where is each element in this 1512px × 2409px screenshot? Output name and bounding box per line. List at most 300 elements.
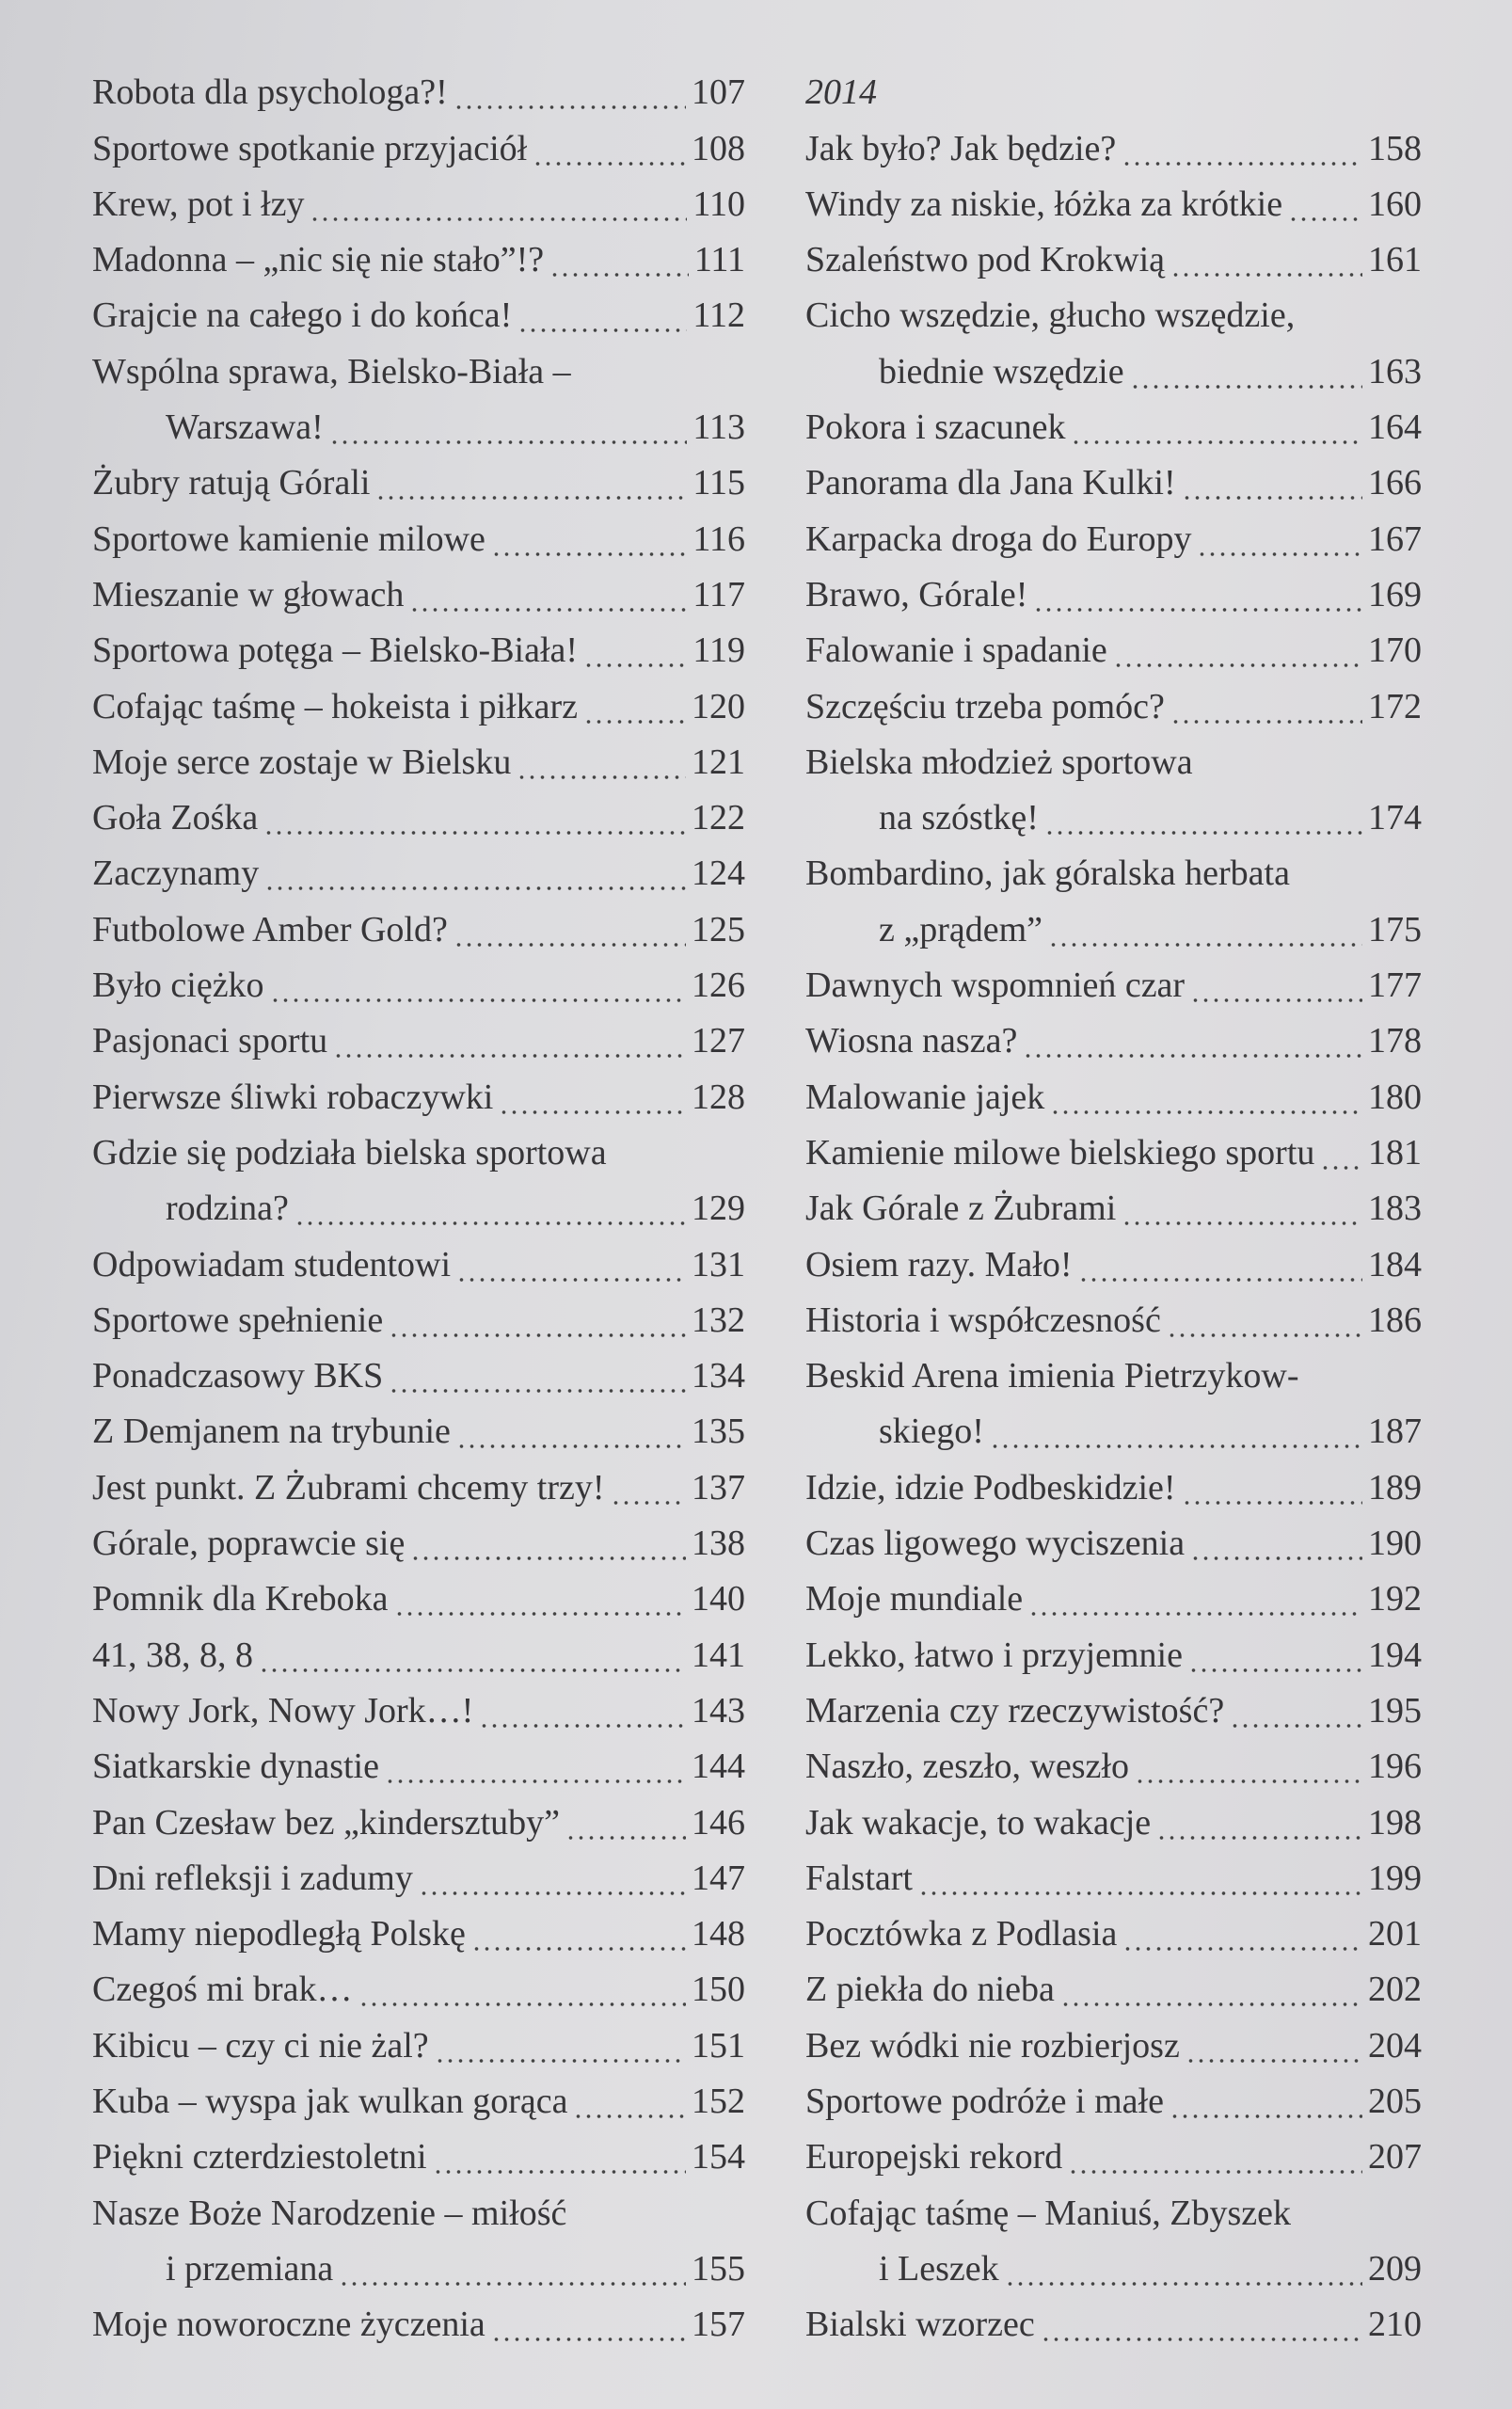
toc-entry-title: Europejski rekord	[805, 2137, 1063, 2178]
toc-entry-title: Pomnik dla Kreboka	[92, 1579, 389, 1619]
toc-entry	[92, 1230, 745, 1285]
toc-left-column	[92, 58, 745, 2346]
toc-entry-page: 198	[1368, 1802, 1422, 1843]
toc-entry-page: 201	[1368, 1914, 1422, 1954]
toc-entry-title: Z piekła do nieba	[805, 1970, 1055, 2010]
toc-entry-title: Malowanie jajek	[805, 1077, 1045, 1117]
toc-entry-page: 111	[693, 240, 745, 280]
toc-entry-page: 178	[1368, 1021, 1422, 1061]
toc-entry-page: 183	[1368, 1189, 1422, 1229]
toc-entry-title: Pasjonaci sportu	[92, 1021, 328, 1061]
toc-entry-page: 135	[692, 1412, 745, 1452]
toc-entry-page: 116	[692, 518, 745, 559]
dot-leader	[1048, 908, 1362, 951]
toc-entry-page: 157	[692, 2305, 745, 2345]
toc-entry	[805, 951, 1422, 1007]
toc-entry	[805, 1007, 1422, 1062]
toc-entry	[92, 1119, 745, 1174]
toc-entry-page: 129	[692, 1189, 745, 1229]
toc-entry	[92, 951, 745, 1007]
dot-leader	[517, 294, 687, 337]
toc-entry	[92, 1732, 745, 1788]
toc-entry-title: Bez wódki nie rozbierjosz	[805, 2025, 1180, 2066]
toc-entry-page: 150	[692, 1970, 745, 2010]
dot-leader	[471, 1912, 686, 1955]
toc-entry-title: Mieszanie w głowach	[92, 574, 405, 614]
toc-entry-title-continued: z „prądem”	[879, 909, 1043, 949]
dot-leader	[517, 741, 686, 784]
toc-entry	[92, 1453, 745, 1508]
toc-entry-page: 167	[1368, 518, 1422, 559]
toc-entry-title: Goła Zośka	[92, 798, 259, 838]
toc-entry-page: 110	[692, 183, 745, 224]
toc-entry	[92, 895, 745, 950]
toc-entry	[92, 1788, 745, 1843]
toc-entry	[805, 728, 1422, 784]
dot-leader	[1170, 2080, 1362, 2123]
toc-entry-title: Piękni czterdziestoletni	[92, 2137, 427, 2178]
toc-entry	[805, 170, 1422, 226]
toc-entry	[805, 281, 1422, 337]
dot-leader	[385, 1745, 686, 1788]
dot-leader	[1182, 1466, 1362, 1509]
toc-entry-title: Beskid Arena imienia Pietrzykow-	[805, 1356, 1299, 1396]
toc-entry-title: Madonna – „nic się nie stało”!?	[92, 240, 545, 280]
toc-entry	[92, 2011, 745, 2066]
toc-entry-title: Sportowe spełnienie	[92, 1300, 384, 1340]
toc-entry	[92, 1342, 745, 1397]
toc-entry-page: 195	[1368, 1690, 1422, 1731]
toc-entry-title: Bombardino, jak góralska herbata	[805, 854, 1290, 894]
dot-leader	[1068, 2135, 1362, 2178]
toc-entry-page: 151	[692, 2025, 745, 2066]
toc-entry	[92, 170, 745, 226]
dot-leader	[1167, 1299, 1362, 1342]
toc-entry	[92, 1062, 745, 1118]
toc-entry-page: 204	[1368, 2025, 1422, 2066]
toc-entry-page: 184	[1368, 1244, 1422, 1284]
dot-leader	[1122, 127, 1362, 170]
toc-entry-page: 124	[692, 854, 745, 894]
toc-entry-page: 205	[1368, 2081, 1422, 2121]
toc-entry-page: 169	[1368, 574, 1422, 614]
toc-entry-page: 125	[692, 909, 745, 949]
toc-entry-page: 126	[692, 965, 745, 1006]
toc-entry-title: Nasze Boże Narodzenie – miłość	[92, 2193, 567, 2233]
toc-entry-page: 143	[692, 1690, 745, 1731]
toc-entry	[805, 1844, 1422, 1900]
toc-entry-title: Brawo, Górale!	[805, 574, 1028, 614]
toc-entry-page: 147	[692, 1858, 745, 1898]
toc-entry-page: 155	[692, 2248, 745, 2289]
toc-entry	[92, 58, 745, 114]
toc-entry-title: Marzenia czy rzeczywistość?	[805, 1690, 1225, 1731]
toc-entry-page: 141	[692, 1635, 745, 1675]
toc-entry	[805, 1062, 1422, 1118]
toc-entry	[805, 226, 1422, 281]
toc-entry-page: 192	[1368, 1579, 1422, 1619]
dot-leader	[263, 796, 686, 839]
toc-entry-title: Pierwsze śliwki robaczywki	[92, 1077, 494, 1117]
toc-entry	[805, 1509, 1422, 1565]
toc-entry-title: Bialski wzorzec	[805, 2305, 1035, 2345]
dot-leader	[611, 1466, 686, 1509]
toc-entry-title-continued: Warszawa!	[166, 407, 324, 448]
dot-leader	[433, 2135, 686, 2178]
toc-entry	[805, 1174, 1422, 1230]
dot-leader	[1188, 1634, 1362, 1677]
toc-entry-page: 121	[692, 742, 745, 782]
toc-entry-page: 164	[1368, 407, 1422, 448]
toc-entry-title: Ponadczasowy BKS	[92, 1356, 384, 1396]
toc-entry-page: 131	[692, 1244, 745, 1284]
toc-entry	[92, 1007, 745, 1062]
dot-leader	[499, 1076, 686, 1119]
toc-entry-continuation	[92, 1174, 745, 1230]
toc-entry	[92, 561, 745, 616]
toc-entry-page: 166	[1368, 463, 1422, 503]
dot-leader	[339, 2247, 686, 2290]
toc-entry-title: Dni refleksji i zadumy	[92, 1858, 413, 1898]
toc-entry	[805, 1677, 1422, 1732]
dot-leader	[1050, 1076, 1362, 1119]
toc-entry-page: 170	[1368, 630, 1422, 671]
toc-entry	[805, 561, 1422, 616]
toc-entry-page: 163	[1368, 351, 1422, 391]
toc-entry	[805, 1453, 1422, 1508]
toc-entry	[92, 1286, 745, 1342]
toc-entry-title: Cicho wszędzie, głucho wszędzie,	[805, 295, 1296, 336]
toc-entry-page: 175	[1368, 909, 1422, 949]
toc-entry	[805, 2178, 1422, 2234]
toc-entry	[92, 114, 745, 169]
toc-entry-title: Windy za niskie, łóżka za krótkie	[805, 183, 1283, 224]
toc-entry-page: 112	[692, 295, 745, 336]
toc-entry-continuation	[805, 337, 1422, 392]
toc-entry-title-continued: i Leszek	[879, 2248, 999, 2289]
toc-entry	[92, 1955, 745, 2011]
dot-leader	[1028, 1577, 1362, 1620]
dot-leader	[454, 71, 686, 114]
toc-entry-page: 180	[1368, 1077, 1422, 1117]
toc-entry-title: Kuba – wyspa jak wulkan gorąca	[92, 2081, 568, 2121]
dot-leader	[409, 573, 687, 616]
toc-entry	[92, 226, 745, 281]
toc-entry-title: Mamy niepodległą Polskę	[92, 1914, 466, 1954]
toc-entry-page: 128	[692, 1077, 745, 1117]
toc-entry	[805, 2123, 1422, 2178]
toc-entry-title: Sportowe podróże i małe	[805, 2081, 1164, 2121]
dot-leader	[259, 1634, 686, 1677]
dot-leader	[1170, 238, 1362, 281]
toc-entry	[805, 1565, 1422, 1620]
dot-leader	[1230, 1689, 1362, 1732]
toc-entry	[92, 1900, 745, 1955]
toc-entry	[92, 784, 745, 839]
dot-leader	[583, 629, 687, 672]
dot-leader	[573, 2080, 686, 2123]
toc-entry-title: Odpowiadam studentowi	[92, 1244, 452, 1284]
dot-leader	[294, 1187, 686, 1230]
dot-leader	[375, 461, 687, 504]
toc-entry-page: 148	[692, 1914, 745, 1954]
toc-entry	[805, 2067, 1422, 2123]
toc-entry-title: Wspólna sprawa, Bielsko-Biała –	[92, 351, 571, 391]
dot-leader	[918, 1857, 1362, 1900]
dot-leader	[1130, 350, 1362, 393]
dot-leader	[583, 685, 686, 728]
toc-entry-title: Szczęściu trzeba pomóc?	[805, 686, 1165, 726]
toc-entry-page: 189	[1368, 1467, 1422, 1508]
dot-leader	[329, 406, 688, 449]
dot-leader	[1190, 1522, 1362, 1565]
toc-entry-title: Falowanie i spadanie	[805, 630, 1107, 671]
toc-entry	[92, 281, 745, 337]
toc-entry	[92, 2123, 745, 2178]
toc-entry-page: 138	[692, 1524, 745, 1564]
toc-entry-page: 120	[692, 686, 745, 726]
toc-entry	[92, 1565, 745, 1620]
dot-leader	[270, 964, 686, 1007]
toc-entry-page: 117	[692, 574, 745, 614]
dot-leader	[491, 2303, 686, 2346]
toc-entry-title: Jest punkt. Z Żubrami chcemy trzy!	[92, 1467, 605, 1508]
toc-entry	[805, 449, 1422, 504]
toc-entry-title: Żubry ratują Górali	[92, 463, 371, 503]
toc-entry-title-continued: rodzina?	[166, 1189, 289, 1229]
toc-entry-continuation	[92, 393, 745, 449]
toc-entry	[805, 1788, 1422, 1843]
toc-entry	[805, 616, 1422, 672]
dot-leader	[1060, 1968, 1362, 2011]
toc-entry	[805, 1119, 1422, 1174]
toc-entry-page: 199	[1368, 1858, 1422, 1898]
toc-entry-page: 210	[1368, 2305, 1422, 2345]
toc-entry-page: 115	[692, 463, 745, 503]
toc-entry	[92, 1844, 745, 1900]
toc-entry-page: 137	[692, 1467, 745, 1508]
toc-entry-page: 181	[1368, 1132, 1422, 1173]
toc-entry-continuation	[92, 2235, 745, 2290]
toc-entry-page: 132	[692, 1300, 745, 1340]
toc-entry-title: Moje mundiale	[805, 1579, 1024, 1619]
dot-leader	[1023, 1019, 1362, 1062]
toc-entry-page: 107	[692, 72, 745, 113]
toc-entry-page: 172	[1368, 686, 1422, 726]
toc-entry-page: 119	[692, 630, 745, 671]
toc-entry-page: 127	[692, 1021, 745, 1061]
toc-entry-title: Historia i współczesność	[805, 1300, 1161, 1340]
toc-entry	[805, 1342, 1422, 1397]
dot-leader	[454, 908, 686, 951]
toc-entry-title: Szaleństwo pod Krokwią	[805, 240, 1166, 280]
toc-entry-title: Górale, poprawcie się	[92, 1524, 406, 1564]
toc-entry-page: 144	[692, 1747, 745, 1787]
toc-entry	[805, 1900, 1422, 1955]
toc-entry	[92, 839, 745, 895]
dot-leader	[419, 1857, 686, 1900]
toc-entry-page: 140	[692, 1579, 745, 1619]
toc-entry-page: 209	[1368, 2248, 1422, 2289]
dot-leader	[1190, 964, 1362, 1007]
toc-entry-title-continued: i przemiana	[166, 2248, 334, 2289]
dot-leader	[394, 1577, 686, 1620]
toc-entry-page: 108	[692, 128, 745, 168]
toc-entry-page: 194	[1368, 1635, 1422, 1675]
toc-entry	[805, 504, 1422, 560]
toc-entry-title: Siatkarskie dynastie	[92, 1747, 379, 1787]
toc-entry-page: 161	[1368, 240, 1422, 280]
toc-entry-title: Moje noworoczne życzenia	[92, 2305, 485, 2345]
toc-entry	[92, 504, 745, 560]
toc-entry	[92, 672, 745, 727]
dot-leader	[1122, 1187, 1362, 1230]
toc-entry	[805, 114, 1422, 169]
toc-entry-title: Robota dla psychologa?!	[92, 72, 448, 113]
toc-entry-page: 134	[692, 1356, 745, 1396]
dot-leader	[1041, 2303, 1362, 2346]
toc-entry-title: Krew, pot i łzy	[92, 183, 305, 224]
dot-leader	[1122, 1912, 1362, 1955]
toc-entry	[805, 1620, 1422, 1676]
toc-entry	[805, 1955, 1422, 2011]
toc-entry-page: 190	[1368, 1524, 1422, 1564]
dot-leader	[1135, 1745, 1362, 1788]
year-heading: 2014	[805, 72, 877, 113]
toc-entry	[92, 1509, 745, 1565]
dot-leader	[456, 1410, 686, 1453]
dot-leader	[310, 183, 687, 226]
toc-entry-title: Panorama dla Jana Kulki!	[805, 463, 1176, 503]
toc-entry	[805, 1732, 1422, 1788]
toc-entry-title-continued: na szóstkę!	[879, 798, 1039, 838]
toc-entry	[92, 449, 745, 504]
toc-entry-page: 207	[1368, 2137, 1422, 2178]
dot-leader	[1044, 796, 1362, 839]
dot-leader	[549, 238, 689, 281]
dot-leader	[1186, 2024, 1362, 2067]
toc-entry	[92, 616, 745, 672]
toc-entry-title: Idzie, idzie Podbeskidzie!	[805, 1467, 1176, 1508]
toc-entry-title: Z Demjanem na trybunie	[92, 1412, 451, 1452]
dot-leader	[456, 1243, 686, 1286]
toc-entry-page: 152	[692, 2081, 745, 2121]
toc-entry	[92, 2067, 745, 2123]
toc-entry	[92, 337, 745, 392]
toc-entry-page: 177	[1368, 965, 1422, 1006]
dot-leader	[358, 1968, 686, 2011]
toc-entry-title: Pocztówka z Podlasia	[805, 1914, 1118, 1954]
toc-entry-page: 202	[1368, 1970, 1422, 2010]
dot-leader	[1005, 2247, 1362, 2290]
toc-entry	[92, 1620, 745, 1676]
toc-entry-title: Lekko, łatwo i przyjemnie	[805, 1635, 1183, 1675]
dot-leader	[491, 518, 687, 561]
dot-leader	[1156, 1801, 1362, 1844]
toc-entry	[92, 728, 745, 784]
toc-entry	[92, 1397, 745, 1453]
dot-leader	[1288, 183, 1362, 226]
dot-leader	[990, 1410, 1362, 1453]
toc-entry-title: Bielska młodzież sportowa	[805, 742, 1193, 782]
toc-entry-title: Pan Czesław bez „kindersztuby”	[92, 1802, 560, 1843]
toc-entry-title: Jak było? Jak będzie?	[805, 128, 1117, 168]
toc-entry-title: Jak Górale z Żubrami	[805, 1189, 1117, 1229]
year-heading-line	[805, 58, 1422, 114]
dot-leader	[410, 1522, 686, 1565]
toc-entry-title: Czegoś mi brak…	[92, 1970, 353, 2010]
toc-entry-continuation	[805, 1397, 1422, 1453]
toc-entry	[92, 2290, 745, 2346]
toc-entry-title: Moje serce zostaje w Bielsku	[92, 742, 512, 782]
dot-leader	[1170, 685, 1362, 728]
toc-entry-title: Wiosna nasza?	[805, 1021, 1018, 1061]
toc-entry-title: Kamienie milowe bielskiego sportu	[805, 1132, 1315, 1173]
dot-leader	[1197, 518, 1362, 561]
toc-entry-page: 146	[692, 1802, 745, 1843]
toc-entry-title: Karpacka droga do Europy	[805, 518, 1192, 559]
dot-leader	[1113, 629, 1362, 672]
toc-entry-title: Czas ligowego wyciszenia	[805, 1524, 1186, 1564]
dot-leader	[1078, 1243, 1363, 1286]
toc-entry-continuation	[805, 784, 1422, 839]
toc-entry-page: 174	[1368, 798, 1422, 838]
toc-entry-title: Gdzie się podziała bielska sportowa	[92, 1132, 607, 1173]
dot-leader	[389, 1299, 686, 1342]
toc-entry-title-continued: skiego!	[879, 1412, 984, 1452]
dot-leader	[1033, 573, 1362, 616]
dot-leader	[479, 1689, 686, 1732]
toc-entry	[805, 672, 1422, 727]
dot-leader	[1320, 1131, 1362, 1174]
dot-leader	[264, 852, 686, 895]
toc-entry-page: 154	[692, 2137, 745, 2178]
toc-entry-title: Futbolowe Amber Gold?	[92, 909, 448, 949]
toc-entry-page: 160	[1368, 183, 1422, 224]
dot-leader	[533, 127, 686, 170]
toc-right-column	[805, 58, 1422, 2346]
toc-entry	[92, 1677, 745, 1732]
toc-entry-title: Naszło, zeszło, weszło	[805, 1747, 1129, 1787]
toc-entry	[805, 393, 1422, 449]
dot-leader	[333, 1019, 686, 1062]
toc-entry-page: 122	[692, 798, 745, 838]
toc-entry-title: 41, 38, 8, 8	[92, 1635, 253, 1675]
toc-entry-title: Jak wakacje, to wakacje	[805, 1802, 1152, 1843]
toc-entry-title: Sportowa potęga – Bielsko-Biała!	[92, 630, 579, 671]
toc-entry	[805, 1286, 1422, 1342]
toc-entry	[805, 2290, 1422, 2346]
toc-entry-title: Grajcie na całego i do końca!	[92, 295, 513, 336]
toc-entry-page: 158	[1368, 128, 1422, 168]
toc-entry-title: Zaczynamy	[92, 854, 260, 894]
toc-entry-title: Dawnych wspomnień czar	[805, 965, 1186, 1006]
toc-entry-title: Kibicu – czy ci nie żal?	[92, 2025, 429, 2066]
toc-entry-title: Sportowe spotkanie przyjaciół	[92, 128, 528, 168]
toc-entry	[92, 2178, 745, 2234]
toc-entry-continuation	[805, 895, 1422, 950]
toc-entry-title: Nowy Jork, Nowy Jork…!	[92, 1690, 474, 1731]
toc-entry-continuation	[805, 2235, 1422, 2290]
toc-entry-title: Cofając taśmę – Maniuś, Zbyszek	[805, 2193, 1292, 2233]
dot-leader	[435, 2024, 686, 2067]
dot-leader	[389, 1354, 686, 1397]
toc-entry-title: Osiem razy. Mało!	[805, 1244, 1073, 1284]
toc-entry-title: Było ciężko	[92, 965, 264, 1006]
toc-entry-page: 113	[692, 407, 745, 448]
dot-leader	[1182, 461, 1362, 504]
toc-entry-title: Pokora i szacunek	[805, 407, 1066, 448]
